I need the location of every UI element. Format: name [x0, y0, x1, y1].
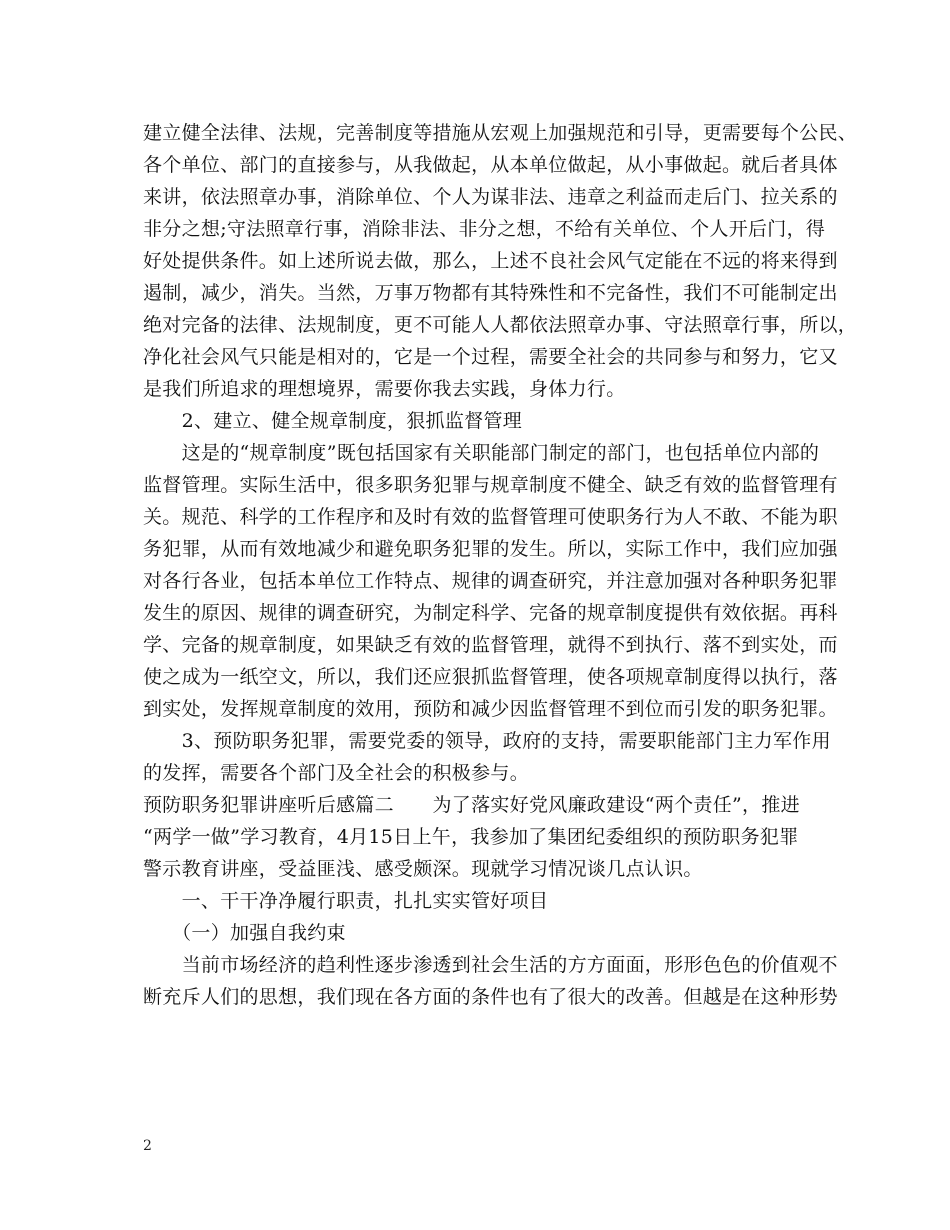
article-title-line: 预防职务犯罪讲座听后感篇二 为了落实好党风廉政建设“两个责任”，推进	[143, 794, 800, 816]
text-line: 监督管理。实际生活中，很多职务犯罪与规章制度不健全、缺乏有效的监督管理有	[143, 474, 838, 496]
body-text	[143, 117, 858, 1013]
text-line: 关。规范、科学的工作程序和及时有效的监督管理可使职务行为人不敢、不能为职	[143, 506, 838, 528]
text-line: 这是的“规章制度”既包括国家有关职能部门制定的部门，也包括单位内部的	[143, 442, 820, 464]
text-line: 各个单位、部门的直接参与，从我做起，从本单位做起，从小事做起。就后者具体	[143, 154, 838, 176]
text-line: 使之成为一纸空文，所以，我们还应狠抓监督管理，使各项规章制度得以执行，落	[143, 666, 838, 688]
text-line: 的发挥，需要各个部门及全社会的积极参与。	[143, 762, 530, 784]
subsection-heading: （一）加强自我约束	[143, 922, 346, 944]
text-line: 建立健全法律、法规，完善制度等措施从宏观上加强规范和引导，更需要每个公民、	[143, 122, 858, 144]
text-line: 对各行各业，包括本单位工作特点、规律的调查研究，并注意加强对各种职务犯罪	[143, 570, 838, 592]
text-line: 发生的原因、规律的调查研究，为制定科学、完备的规章制度提供有效依据。再科	[143, 602, 838, 624]
page-number: 2	[143, 1138, 152, 1154]
text-line: 绝对完备的法律、法规制度，更不可能人人都依法照章办事、守法照章行事，所以，	[143, 314, 858, 336]
section-heading: 3、预防职务犯罪，需要党委的领导，政府的支持，需要职能部门主力军作用	[143, 730, 831, 752]
text-line: 是我们所追求的理想境界，需要你我去实践，身体力行。	[143, 378, 626, 400]
text-line: 净化社会风气只能是相对的，它是一个过程，需要全社会的共同参与和努力，它又	[143, 346, 838, 368]
text-line: 断充斥人们的思想，我们现在各方面的条件也有了很大的改善。但越是在这种形势	[143, 986, 838, 1008]
section-heading: 2、建立、健全规章制度，狠抓监督管理	[143, 410, 523, 432]
text-line: 到实处，发挥规章制度的效用，预防和减少因监督管理不到位而引发的职务犯罪。	[143, 698, 838, 720]
text-line: “两学一做”学习教育，4月15日上午，我参加了集团纪委组织的预防职务犯罪	[143, 826, 799, 848]
text-line: 务犯罪，从而有效地减少和避免职务犯罪的发生。所以，实际工作中，我们应加强	[143, 538, 838, 560]
text-line: 好处提供条件。如上述所说去做，那么，上述不良社会风气定能在不远的将来得到	[143, 250, 838, 272]
text-line: 学、完备的规章制度，如果缺乏有效的监督管理，就得不到执行、落不到实处，而	[143, 634, 838, 656]
text-line: 遏制，减少，消失。当然，万事万物都有其特殊性和不完备性，我们不可能制定出	[143, 282, 838, 304]
text-line: 警示教育讲座，受益匪浅、感受颇深。现就学习情况谈几点认识。	[143, 858, 703, 880]
text-line: 当前市场经济的趋利性逐步渗透到社会生活的方方面面，形形色色的价值观不	[143, 954, 838, 976]
section-heading: 一、干干净净履行职责，扎扎实实管好项目	[143, 890, 549, 912]
text-line: 非分之想;守法照章行事，消除非法、非分之想，不给有关单位、个人开后门，得	[143, 218, 826, 240]
text-line: 来讲，依法照章办事，消除单位、个人为谋非法、违章之利益而走后门、拉关系的	[143, 186, 838, 208]
